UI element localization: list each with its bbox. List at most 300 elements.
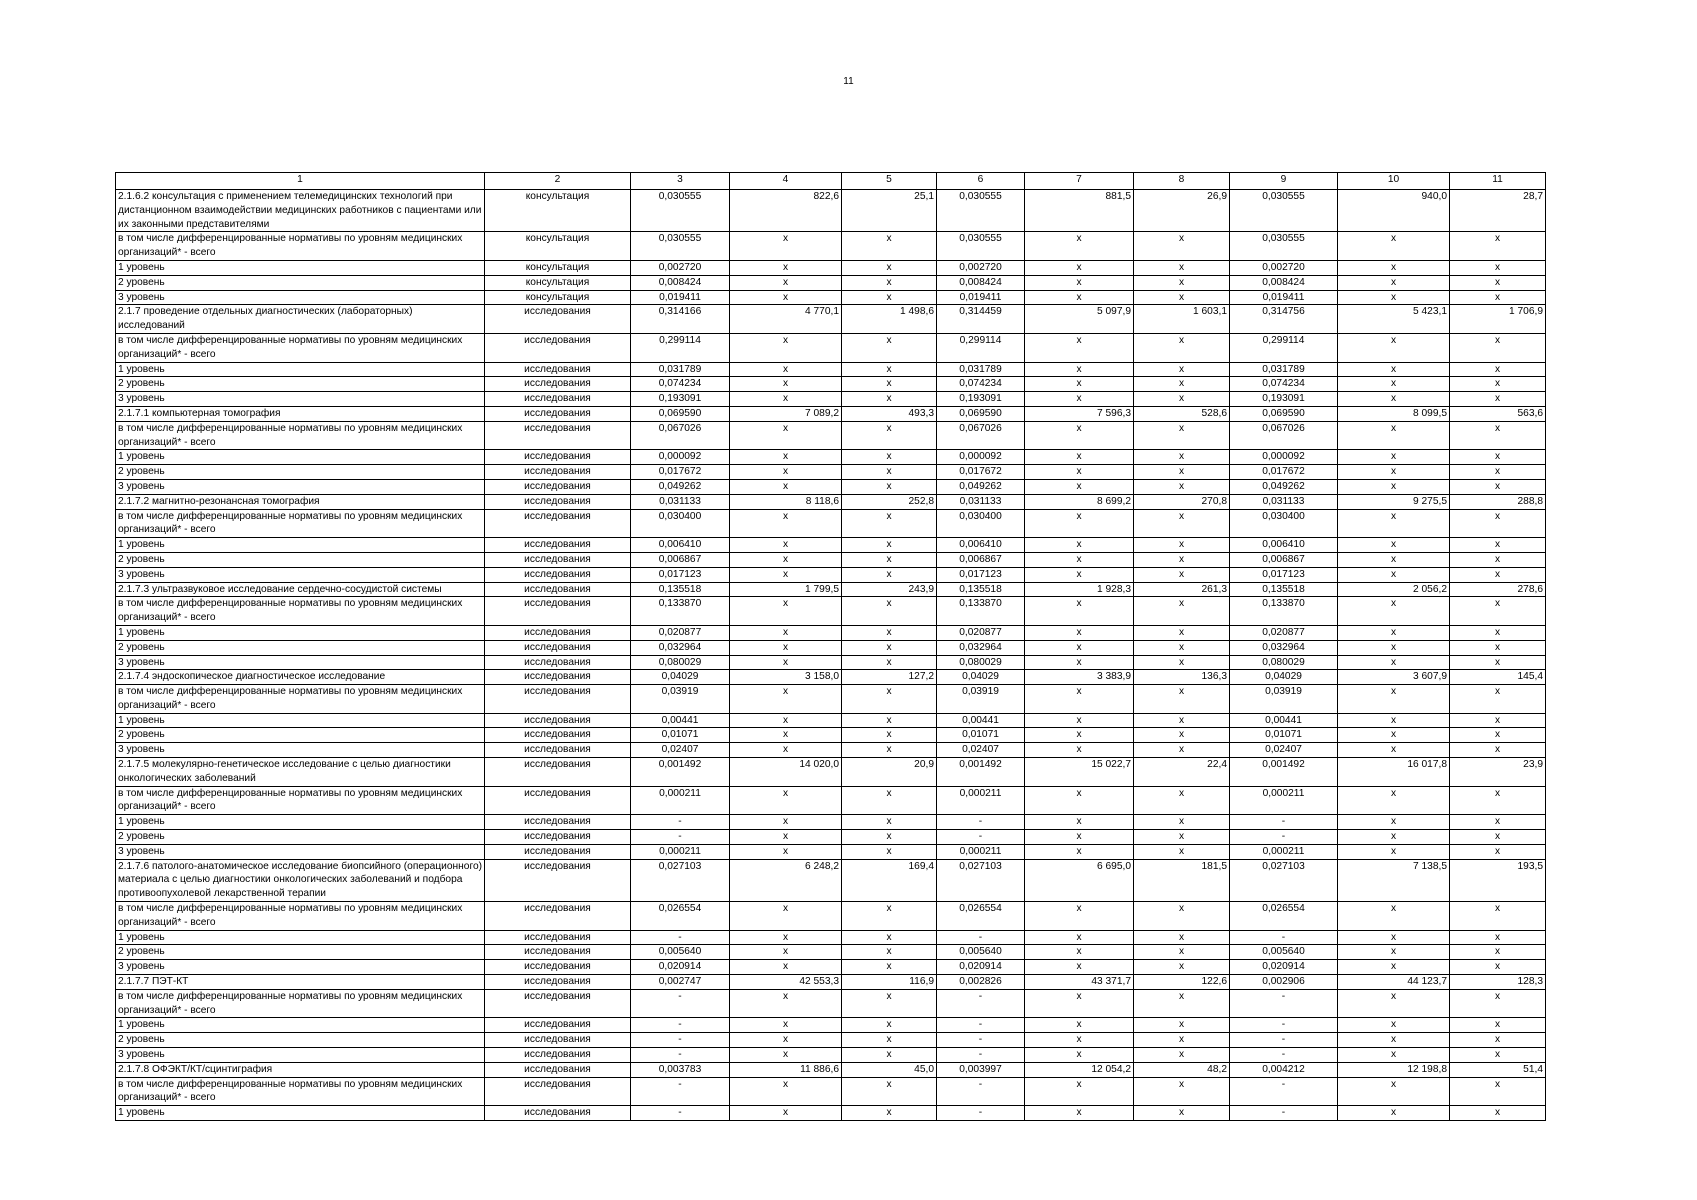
value-cell: 0,020877 [1230,625,1338,640]
value-cell: х [1450,275,1546,290]
row-name-cell: 2.1.6.2 консультация с применением телемедицинских технологий при дистанционном взаимодействии медицинских работников с пациентами или их законными представителями [116,190,485,232]
value-cell: 0,02407 [631,743,730,758]
value-cell: х [842,232,937,261]
value-cell: х [1134,260,1230,275]
value-cell: х [1338,844,1450,859]
value-cell: х [730,290,842,305]
value-cell: 0,135518 [937,582,1025,597]
value-cell: 0,00441 [1230,713,1338,728]
table-row [116,786,1546,815]
value-cell: 48,2 [1134,1062,1230,1077]
value-cell: 0,006410 [937,538,1025,553]
value-cell: 136,3 [1134,670,1230,685]
value-cell: х [1025,945,1134,960]
value-cell: х [1134,1106,1230,1121]
value-cell: х [1338,1018,1450,1033]
value-cell: х [1134,786,1230,815]
value-cell: х [1450,902,1546,931]
value-cell: 0,01071 [1230,728,1338,743]
value-cell: х [1025,685,1134,714]
value-cell: х [1450,260,1546,275]
value-cell: 8 699,2 [1025,494,1134,509]
row-name-cell: в том числе дифференцированные нормативы по уровням медицинских организаций* - всего [116,232,485,261]
column-header: 4 [730,173,842,190]
value-cell: х [1025,625,1134,640]
table-row [116,655,1546,670]
value-cell: х [1450,930,1546,945]
value-cell: - [1230,1033,1338,1048]
value-cell: 0,005640 [937,945,1025,960]
value-cell: х [1025,465,1134,480]
value-cell: 0,030555 [937,232,1025,261]
value-cell: х [1134,960,1230,975]
value-cell: 0,032964 [937,640,1025,655]
value-cell: х [842,930,937,945]
value-cell: х [1025,960,1134,975]
value-cell: х [842,728,937,743]
value-cell: 0,299114 [631,333,730,362]
value-cell: х [730,1033,842,1048]
value-cell: х [842,685,937,714]
value-cell: х [842,989,937,1018]
column-header: 8 [1134,173,1230,190]
value-cell: 0,069590 [631,406,730,421]
value-cell: х [1450,465,1546,480]
norms-table [115,172,1546,1121]
row-name-cell: 2 уровень [116,830,485,845]
value-cell: - [631,1077,730,1106]
table-row [116,421,1546,450]
value-cell: 0,080029 [631,655,730,670]
value-cell: х [1450,538,1546,553]
value-cell: х [1450,509,1546,538]
table-row [116,275,1546,290]
value-cell: 0,027103 [937,859,1025,901]
value-cell: х [1338,552,1450,567]
value-cell: 22,4 [1134,758,1230,787]
value-cell: х [1338,960,1450,975]
value-cell: 0,002747 [631,975,730,990]
value-cell: 7 138,5 [1338,859,1450,901]
value-cell: х [730,625,842,640]
value-cell: 0,067026 [937,421,1025,450]
value-cell: 0,049262 [1230,479,1338,494]
value-cell: х [730,743,842,758]
value-cell: 0,001492 [631,758,730,787]
column-header: 10 [1338,173,1450,190]
value-cell: 0,314166 [631,305,730,334]
value-cell: х [1134,538,1230,553]
row-name-cell: в том числе дифференцированные нормативы по уровням медицинских организаций* - всего [116,333,485,362]
row-name-cell: в том числе дифференцированные нормативы по уровням медицинских организаций* - всего [116,597,485,626]
value-cell: - [631,1033,730,1048]
row-name-cell: 3 уровень [116,1048,485,1063]
value-cell: 0,080029 [1230,655,1338,670]
value-cell: х [730,421,842,450]
value-cell: 0,030400 [937,509,1025,538]
unit-cell: исследования [485,392,631,407]
value-cell: х [730,844,842,859]
column-header: 9 [1230,173,1338,190]
value-cell: х [730,1077,842,1106]
value-cell: х [1025,902,1134,931]
value-cell: 128,3 [1450,975,1546,990]
unit-cell: исследования [485,538,631,553]
value-cell: 0,006410 [1230,538,1338,553]
value-cell: 0,00441 [937,713,1025,728]
value-cell: х [730,786,842,815]
row-name-cell: в том числе дифференцированные нормативы по уровням медицинских организаций* - всего [116,786,485,815]
value-cell: х [1025,786,1134,815]
row-name-cell: 3 уровень [116,960,485,975]
unit-cell: исследования [485,844,631,859]
unit-cell: исследования [485,1033,631,1048]
table-row [116,450,1546,465]
unit-cell: исследования [485,743,631,758]
value-cell: х [1134,1018,1230,1033]
value-cell: 0,031789 [937,362,1025,377]
value-cell: 6 248,2 [730,859,842,901]
unit-cell: исследования [485,786,631,815]
table-row [116,392,1546,407]
value-cell: 26,9 [1134,190,1230,232]
value-cell: х [1450,392,1546,407]
value-cell: х [1338,989,1450,1018]
unit-cell: исследования [485,465,631,480]
row-name-cell: 2.1.7.6 патолого-анатомическое исследование биопсийного (операционного) материала с целью диагностики онкологических заболеваний и подбора противоопухолевой лекарственной терапии [116,859,485,901]
value-cell: 278,6 [1450,582,1546,597]
value-cell: х [1025,275,1134,290]
value-cell: х [1338,1077,1450,1106]
value-cell: 9 275,5 [1338,494,1450,509]
row-name-cell: 1 уровень [116,1106,485,1121]
value-cell: 0,069590 [1230,406,1338,421]
unit-cell: консультация [485,260,631,275]
value-cell: х [1338,902,1450,931]
unit-cell: исследования [485,1048,631,1063]
unit-cell: исследования [485,713,631,728]
value-cell: 2 056,2 [1338,582,1450,597]
value-cell: х [1338,421,1450,450]
value-cell: - [631,930,730,945]
value-cell: х [730,509,842,538]
value-cell: 0,032964 [631,640,730,655]
value-cell: х [1450,450,1546,465]
value-cell: х [1338,1048,1450,1063]
value-cell: 0,02407 [937,743,1025,758]
value-cell: х [1025,377,1134,392]
value-cell: - [937,1018,1025,1033]
value-cell: х [1338,450,1450,465]
value-cell: 0,314756 [1230,305,1338,334]
value-cell: - [937,1048,1025,1063]
value-cell: 0,067026 [631,421,730,450]
unit-cell: исследования [485,494,631,509]
column-header: 3 [631,173,730,190]
value-cell: х [1025,830,1134,845]
value-cell: х [1025,421,1134,450]
value-cell: 0,026554 [937,902,1025,931]
table-row [116,567,1546,582]
value-cell: х [1338,538,1450,553]
value-cell: 0,031789 [1230,362,1338,377]
row-name-cell: 2.1.7.5 молекулярно-генетическое исследование с целью диагностики онкологических заболеваний [116,758,485,787]
table-row [116,1048,1546,1063]
value-cell: х [842,377,937,392]
value-cell: 3 383,9 [1025,670,1134,685]
value-cell: х [842,830,937,845]
row-name-cell: в том числе дифференцированные нормативы по уровням медицинских организаций* - всего [116,1077,485,1106]
table-body [116,190,1546,1121]
table-row [116,945,1546,960]
row-name-cell: в том числе дифференцированные нормативы по уровням медицинских организаций* - всего [116,902,485,931]
value-cell: 0,001492 [1230,758,1338,787]
table-row [116,758,1546,787]
table-row [116,625,1546,640]
value-cell: х [1450,728,1546,743]
value-cell: 0,019411 [1230,290,1338,305]
value-cell: х [1025,538,1134,553]
value-cell: 0,030400 [1230,509,1338,538]
table-row [116,844,1546,859]
table-row [116,1106,1546,1121]
value-cell: х [842,567,937,582]
value-cell: 881,5 [1025,190,1134,232]
row-name-cell: 1 уровень [116,260,485,275]
value-cell: 0,074234 [1230,377,1338,392]
table-row [116,582,1546,597]
value-cell: 3 158,0 [730,670,842,685]
value-cell: 0,00441 [631,713,730,728]
value-cell: х [842,392,937,407]
value-cell: - [937,815,1025,830]
value-cell: 0,019411 [631,290,730,305]
value-cell: х [842,509,937,538]
value-cell: х [1450,1106,1546,1121]
value-cell: 51,4 [1450,1062,1546,1077]
row-name-cell: 2 уровень [116,1033,485,1048]
unit-cell: исследования [485,362,631,377]
value-cell: х [1338,232,1450,261]
value-cell: - [937,930,1025,945]
value-cell: х [1134,333,1230,362]
value-cell: 12 198,8 [1338,1062,1450,1077]
value-cell: 7 089,2 [730,406,842,421]
value-cell: 20,9 [842,758,937,787]
value-cell: 0,008424 [631,275,730,290]
value-cell: х [1450,945,1546,960]
value-cell: х [730,232,842,261]
table-row [116,377,1546,392]
value-cell: 0,005640 [1230,945,1338,960]
value-cell: 6 695,0 [1025,859,1134,901]
value-cell: х [1338,567,1450,582]
unit-cell: исследования [485,758,631,787]
value-cell: х [1338,685,1450,714]
value-cell: - [1230,1106,1338,1121]
value-cell: х [1450,290,1546,305]
value-cell: 42 553,3 [730,975,842,990]
value-cell: 0,006867 [1230,552,1338,567]
value-cell: х [1134,377,1230,392]
value-cell: х [1450,655,1546,670]
table-row [116,290,1546,305]
value-cell: х [730,275,842,290]
value-cell: 122,6 [1134,975,1230,990]
value-cell: 0,133870 [937,597,1025,626]
value-cell: 0,299114 [1230,333,1338,362]
column-header: 6 [937,173,1025,190]
row-name-cell: 1 уровень [116,362,485,377]
value-cell: - [631,1048,730,1063]
value-cell: х [1338,597,1450,626]
unit-cell: консультация [485,275,631,290]
value-cell: х [1134,945,1230,960]
value-cell: 528,6 [1134,406,1230,421]
value-cell: х [842,1048,937,1063]
value-cell: х [1134,392,1230,407]
unit-cell: исследования [485,625,631,640]
value-cell: 563,6 [1450,406,1546,421]
value-cell: 25,1 [842,190,937,232]
value-cell: х [1134,567,1230,582]
value-cell: 0,008424 [937,275,1025,290]
value-cell: х [842,362,937,377]
value-cell: х [1025,1106,1134,1121]
table-row [116,552,1546,567]
value-cell: х [730,685,842,714]
value-cell: х [1450,1077,1546,1106]
value-cell: - [631,815,730,830]
value-cell: х [730,815,842,830]
value-cell: х [1025,552,1134,567]
value-cell: 181,5 [1134,859,1230,901]
value-cell: х [1025,989,1134,1018]
row-name-cell: 2 уровень [116,377,485,392]
value-cell: 44 123,7 [1338,975,1450,990]
value-cell: 0,030555 [1230,190,1338,232]
row-name-cell: 2.1.7 проведение отдельных диагностических (лабораторных) исследований [116,305,485,334]
value-cell: 45,0 [842,1062,937,1077]
value-cell: х [1338,625,1450,640]
value-cell: х [1338,655,1450,670]
value-cell: х [730,1106,842,1121]
table-row [116,728,1546,743]
value-cell: х [1450,830,1546,845]
row-name-cell: 1 уровень [116,713,485,728]
value-cell: х [1134,930,1230,945]
row-name-cell: 2 уровень [116,728,485,743]
value-cell: х [1134,232,1230,261]
unit-cell: исследования [485,509,631,538]
value-cell: х [1338,728,1450,743]
value-cell: 0,03919 [631,685,730,714]
value-cell: х [842,421,937,450]
value-cell: 0,008424 [1230,275,1338,290]
table-row [116,260,1546,275]
unit-cell: исследования [485,960,631,975]
table-row [116,538,1546,553]
value-cell: х [1450,625,1546,640]
value-cell: - [1230,930,1338,945]
value-cell: 0,074234 [937,377,1025,392]
value-cell: х [842,275,937,290]
value-cell: х [730,597,842,626]
value-cell: х [1134,421,1230,450]
table-row [116,640,1546,655]
value-cell: х [730,450,842,465]
unit-cell: исследования [485,421,631,450]
row-name-cell: 2 уровень [116,552,485,567]
value-cell: х [730,333,842,362]
value-cell: 0,030555 [631,232,730,261]
value-cell: 0,017123 [1230,567,1338,582]
table-row [116,1018,1546,1033]
value-cell: х [730,538,842,553]
value-cell: 0,006867 [631,552,730,567]
value-cell: х [1338,479,1450,494]
value-cell: 8 099,5 [1338,406,1450,421]
value-cell: 0,000092 [937,450,1025,465]
value-cell: х [842,538,937,553]
value-cell: х [730,930,842,945]
value-cell: 0,193091 [937,392,1025,407]
unit-cell: исследования [485,1106,631,1121]
table-row [116,362,1546,377]
table-row [116,670,1546,685]
value-cell: х [1025,728,1134,743]
value-cell: х [1338,1106,1450,1121]
value-cell: х [1450,743,1546,758]
value-cell: х [842,260,937,275]
table-row [116,232,1546,261]
value-cell: х [1025,1048,1134,1063]
value-cell: 0,003997 [937,1062,1025,1077]
unit-cell: исследования [485,975,631,990]
value-cell: 0,020877 [937,625,1025,640]
value-cell: 0,017672 [631,465,730,480]
value-cell: х [1134,830,1230,845]
value-cell: 7 596,3 [1025,406,1134,421]
value-cell: 5 423,1 [1338,305,1450,334]
value-cell: х [1450,1048,1546,1063]
value-cell: х [1134,479,1230,494]
value-cell: х [1338,930,1450,945]
value-cell: 0,001492 [937,758,1025,787]
value-cell: х [730,552,842,567]
row-name-cell: в том числе дифференцированные нормативы по уровням медицинских организаций* - всего [116,509,485,538]
value-cell: х [1450,713,1546,728]
value-cell: 0,133870 [1230,597,1338,626]
value-cell: х [1025,232,1134,261]
value-cell: 0,017123 [937,567,1025,582]
value-cell: - [1230,1077,1338,1106]
value-cell: 0,020914 [1230,960,1338,975]
value-cell: х [1450,552,1546,567]
value-cell: 0,002720 [937,260,1025,275]
value-cell: 0,020914 [631,960,730,975]
value-cell: х [1338,465,1450,480]
value-cell: х [1025,260,1134,275]
value-cell: х [1025,290,1134,305]
table-row [116,406,1546,421]
value-cell: 169,4 [842,859,937,901]
unit-cell: исследования [485,989,631,1018]
value-cell: 0,003783 [631,1062,730,1077]
value-cell: х [730,1048,842,1063]
row-name-cell: 3 уровень [116,479,485,494]
value-cell: х [1134,1048,1230,1063]
